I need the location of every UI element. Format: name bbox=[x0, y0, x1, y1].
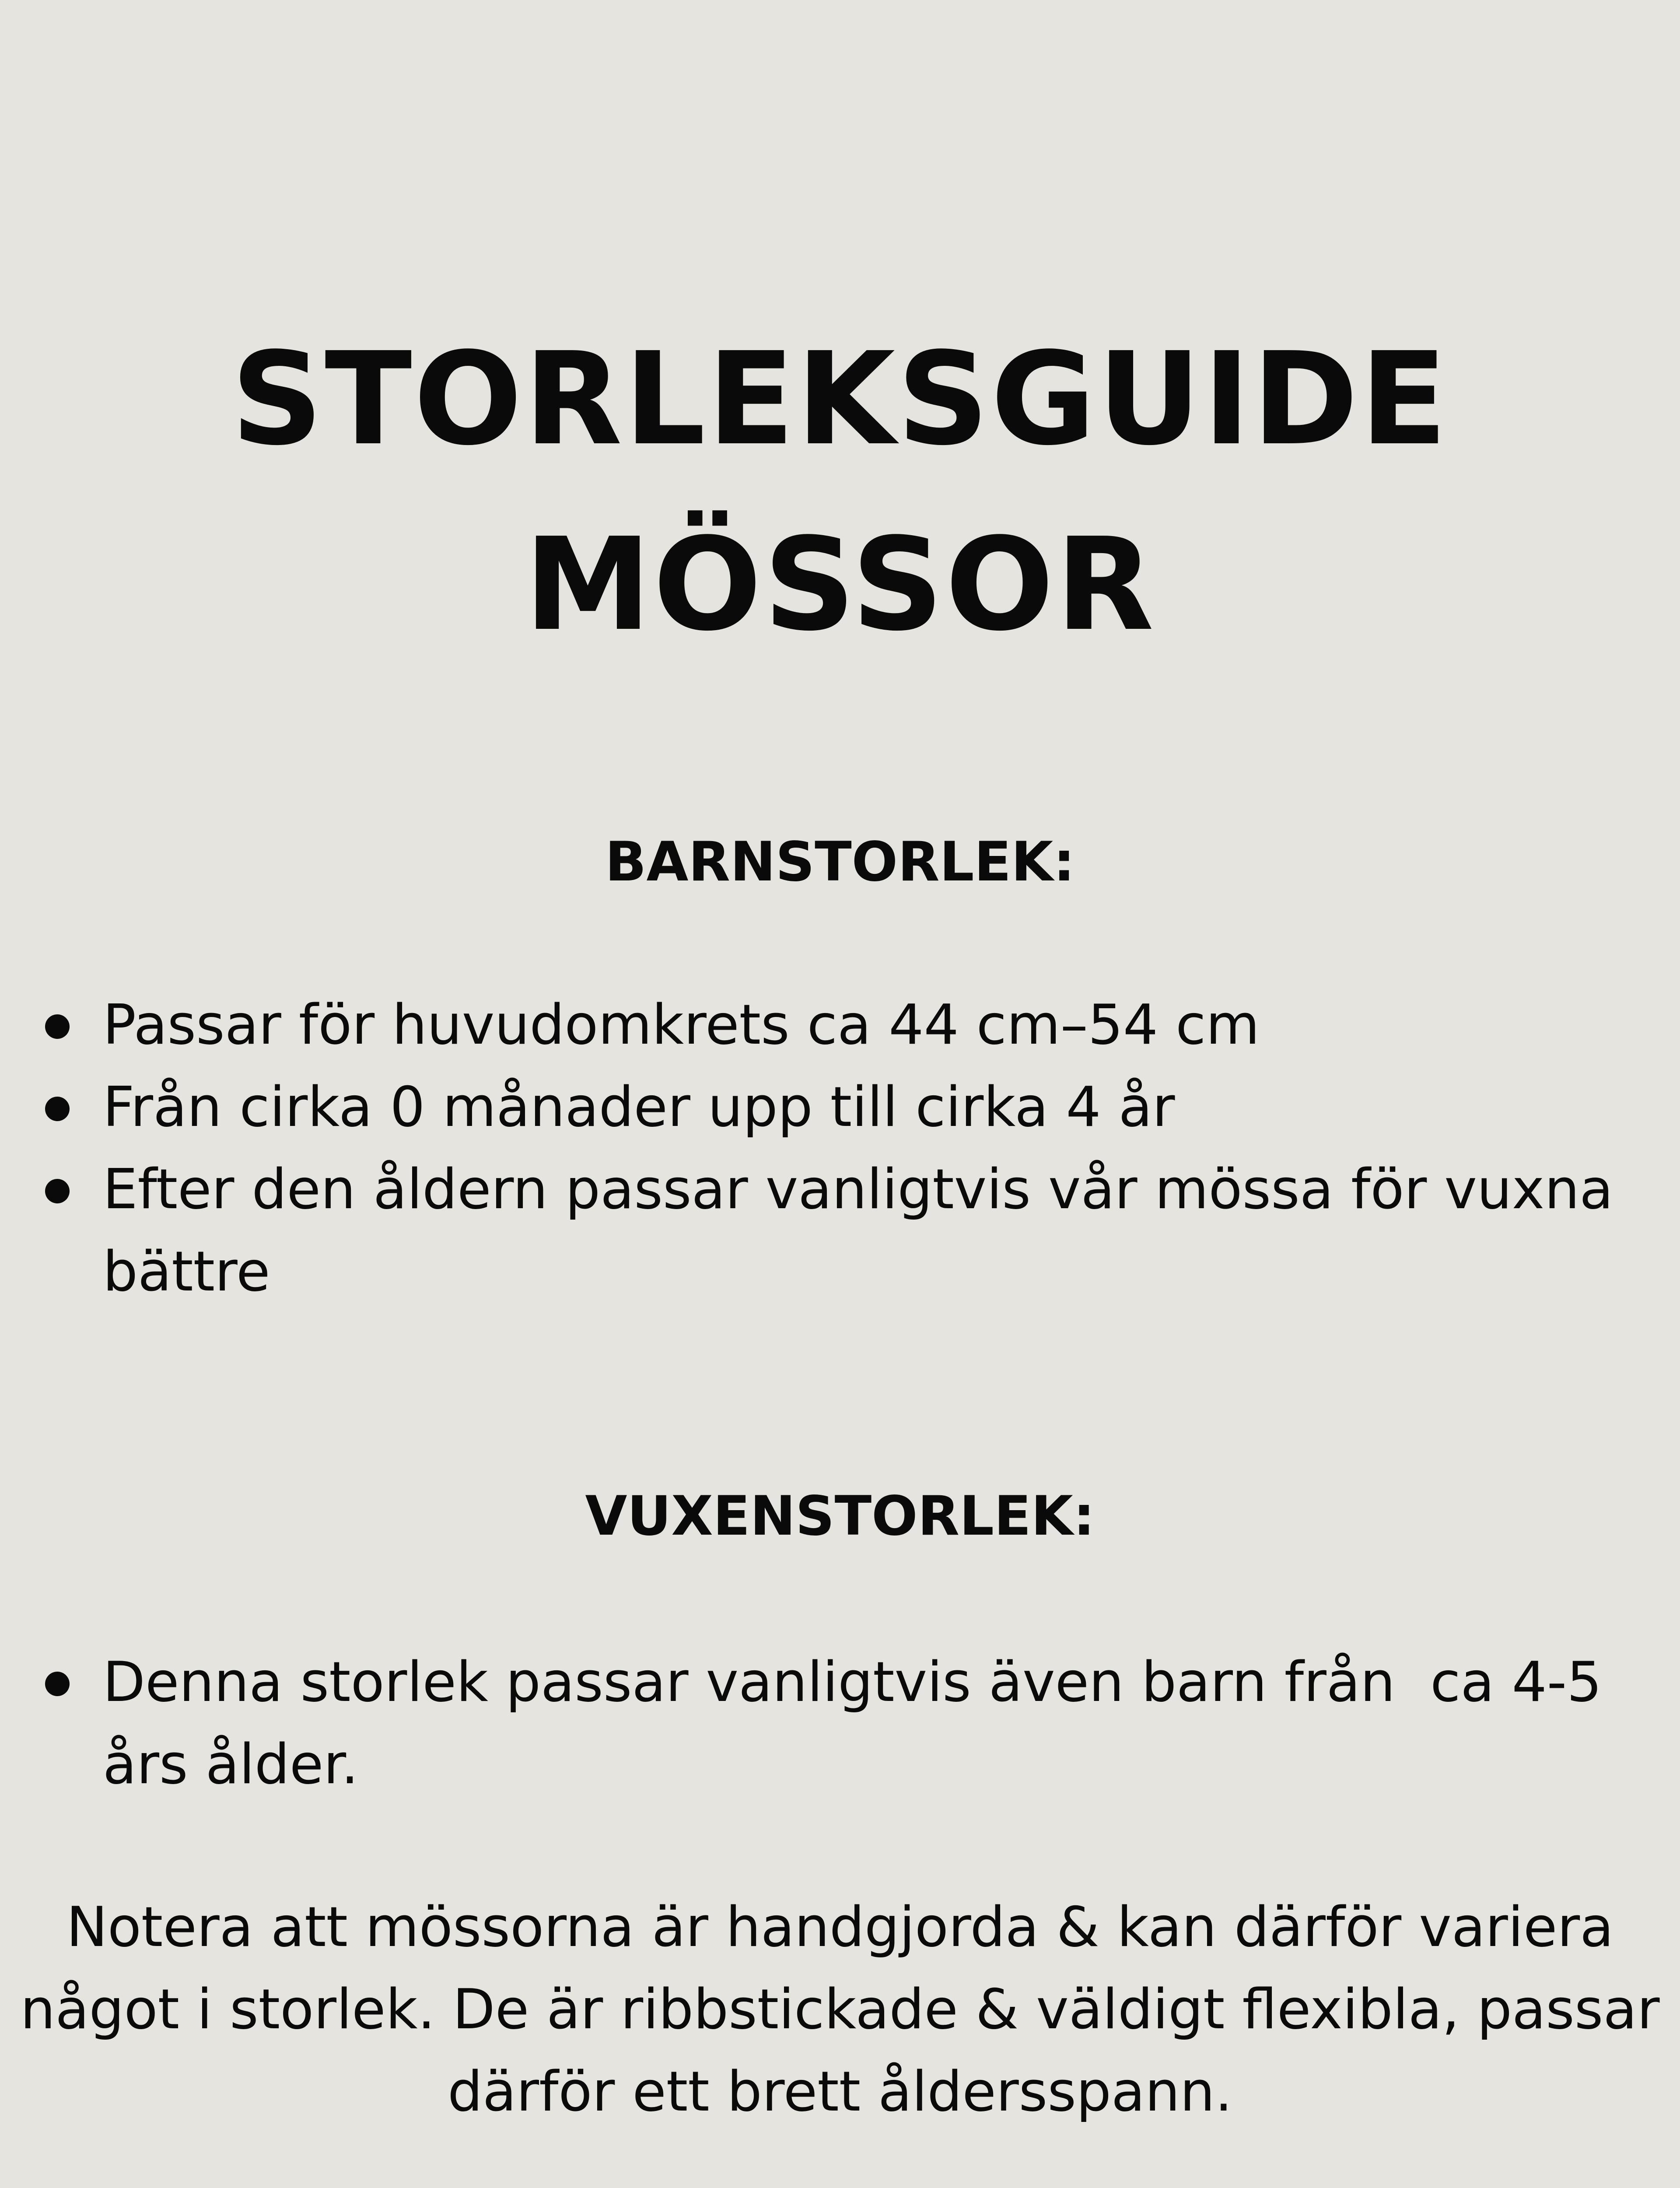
list-item bbox=[0, 1148, 1621, 1313]
section-heading-child-size: BARNSTORLEK: bbox=[605, 831, 1075, 894]
child-size-list bbox=[0, 984, 1680, 1313]
adult-size-list bbox=[0, 1641, 1680, 1806]
list-item bbox=[0, 1066, 1621, 1148]
bullet-icon bbox=[45, 1672, 70, 1696]
section-heading-adult-size: VUXENSTORLEK: bbox=[585, 1485, 1095, 1548]
list-item-text: Passar för huvudomkrets ca 44 cm–54 cm bbox=[103, 992, 1260, 1057]
bullet-icon bbox=[45, 1097, 70, 1121]
title-line-1: STORLEKSGUIDE bbox=[231, 325, 1449, 473]
handmade-note: Notera att mössorna är handgjorda & kan därför variera något i storlek. De är ribbstickade & väldigt flexibla, passar därför ett brett åldersspann. bbox=[20, 1895, 1660, 2124]
bullet-icon bbox=[45, 1179, 70, 1203]
list-item bbox=[0, 1641, 1621, 1806]
page-title bbox=[0, 306, 1680, 677]
list-item-text: Efter den åldern passar vanligtvis vår mössa för vuxna bättre bbox=[103, 1157, 1614, 1304]
bullet-icon bbox=[45, 1014, 70, 1039]
list-item-text: Från cirka 0 månader upp till cirka 4 år bbox=[103, 1075, 1175, 1139]
list-item-text: Denna storlek passar vanligtvis även barn från ca 4-5 års ålder. bbox=[103, 1650, 1620, 1796]
title-line-2: MÖSSOR bbox=[524, 510, 1156, 659]
list-item bbox=[0, 984, 1621, 1066]
